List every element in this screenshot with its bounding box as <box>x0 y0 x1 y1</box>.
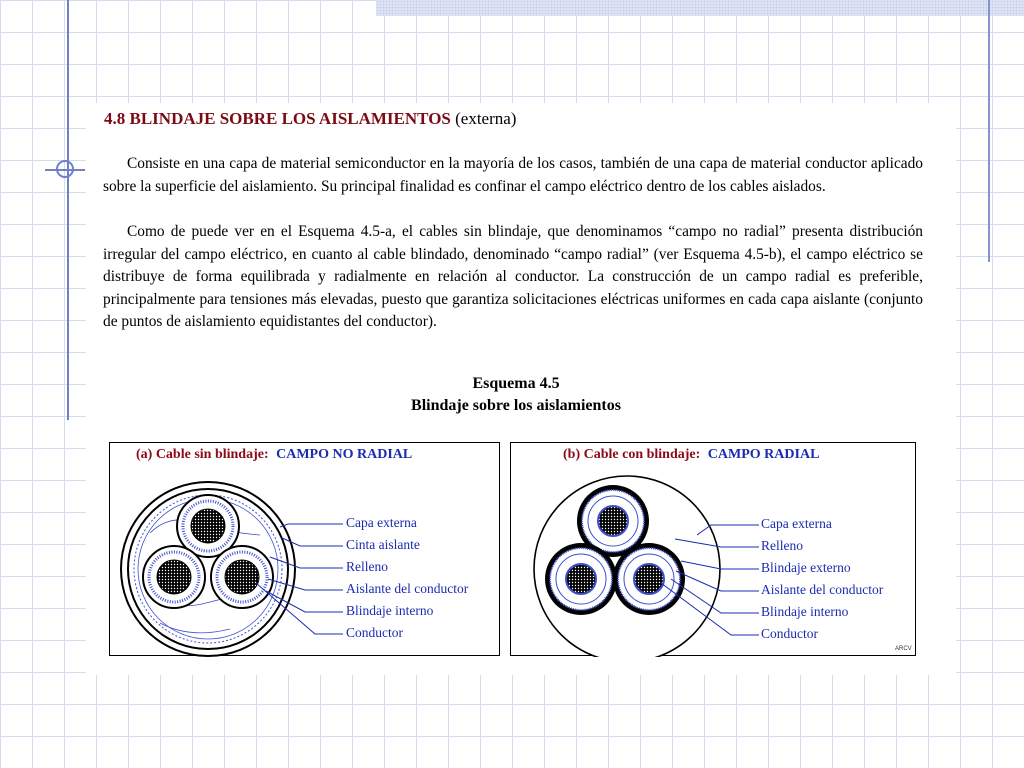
paragraph-2: Como de puede ver en el Esquema 4.5-a, el cables sin blindaje, que denominamos “campo no radial” presenta distribución irregular del campo eléctrico, en cuanto al cable blindado, denominado “campo radial” (ver Esquema 4.5-b), el campo eléctrico se distribuye de forma equilibrada y radialmente en relación al conductor. La construcción de un campo radial es preferible, principalmente para tensiones más elevadas, puesto que garantiza solicitaciones eléctricas uniformes en cada capa aislante (conjunto de puntos de aislamiento equidistantes del conductor). <box>103 223 923 331</box>
diagram-b-title-emph: CAMPO RADIAL <box>707 447 820 462</box>
label-a-1: Capa externa <box>346 515 417 530</box>
label-b-3: Blindaje externo <box>761 560 851 575</box>
section-heading <box>104 109 516 129</box>
unshielded-cable-cross-section <box>110 443 501 657</box>
diagram-b-title-prefix: (b) Cable con blindaje: <box>563 447 701 462</box>
label-b-4: Aislante del conductor <box>761 582 884 597</box>
label-b-6: Conductor <box>761 626 818 641</box>
label-a-2: Cinta aislante <box>346 537 420 552</box>
conductor-left <box>143 546 205 608</box>
diagram-credit: ARCV <box>895 646 912 652</box>
label-b-1: Capa externa <box>761 516 832 531</box>
label-a-3: Relleno <box>346 559 388 574</box>
slide-right-rule <box>988 0 990 262</box>
slide-vertical-rule <box>67 0 69 420</box>
diagram-unshielded-cable <box>109 442 500 656</box>
slide-crosshair-circle <box>56 160 74 178</box>
diagram-a-title-emph: CAMPO NO RADIAL <box>276 447 413 462</box>
paragraph-1: Consiste en una capa de material semiconductor en la mayoría de los casos, también de una capa de material conductor aplicado sobre la superficie del aislamiento. Su principal finalidad es confinar el campo eléctrico dentro de los cables aislados. <box>103 155 923 195</box>
shielded-cable-cross-section <box>511 443 917 657</box>
label-a-6: Conductor <box>346 625 403 640</box>
section-heading-normal: (externa) <box>455 109 517 128</box>
label-b-2: Relleno <box>761 538 803 553</box>
label-b-5: Blindaje interno <box>761 604 849 619</box>
slide-top-band <box>376 0 1024 16</box>
conductor-right <box>211 546 273 608</box>
label-a-4: Aislante del conductor <box>346 581 469 596</box>
scanned-document <box>86 103 956 675</box>
shielded-conductor-left <box>545 543 617 615</box>
diagram-a-title-prefix: (a) Cable sin blindaje: <box>136 447 269 462</box>
section-heading-bold: 4.8 BLINDAJE SOBRE LOS AISLAMIENTOS <box>104 109 451 128</box>
diagram-shielded-cable <box>510 442 916 656</box>
shielded-conductor-right <box>613 543 685 615</box>
figure-subtitle: Blindaje sobre los aislamientos <box>411 397 621 414</box>
figure-title: Esquema 4.5 <box>472 375 560 392</box>
label-a-5: Blindaje interno <box>346 603 434 618</box>
